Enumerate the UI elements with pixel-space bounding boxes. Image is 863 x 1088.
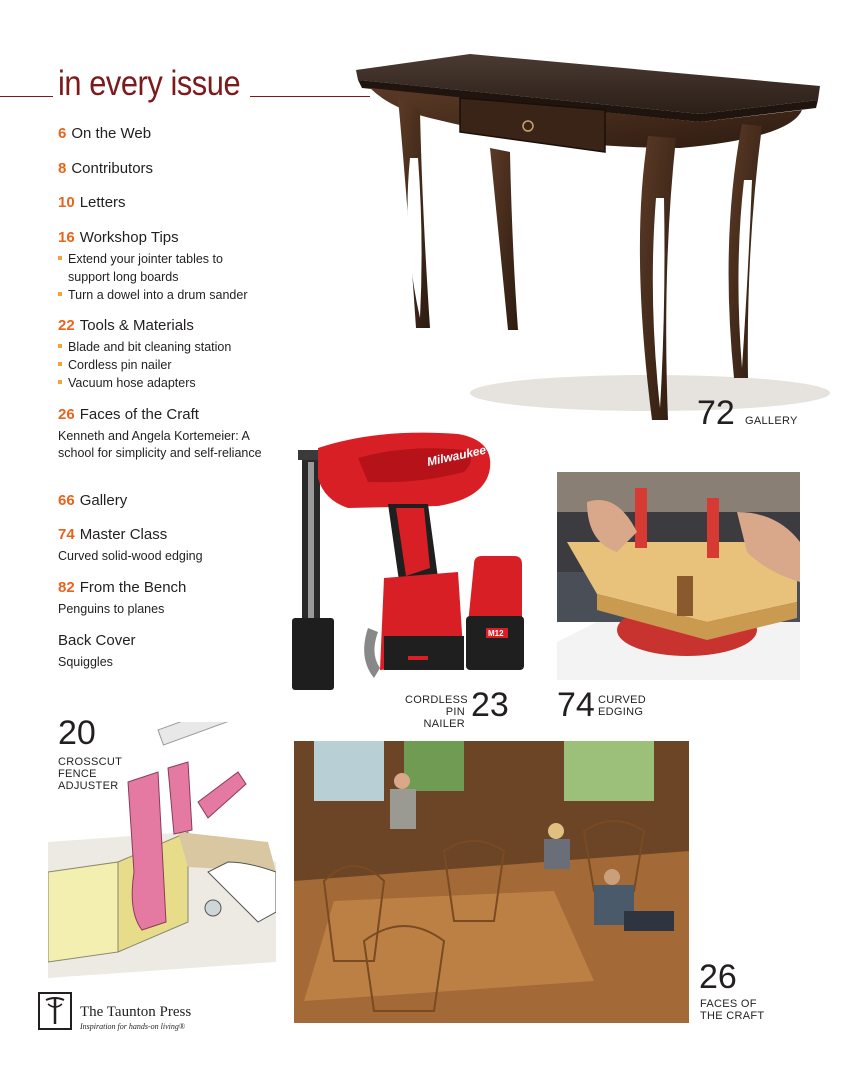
nailer-page-number: 23 <box>471 686 509 724</box>
toc-entry-master-class[interactable] <box>58 525 288 565</box>
toc-page-number: 66 <box>58 492 75 509</box>
gallery-page-number: 72 <box>697 394 735 432</box>
toc-title: Tools & Materials <box>79 317 194 334</box>
toc-page-number: 82 <box>58 579 75 596</box>
edging-page-number: 74 <box>557 686 595 724</box>
curved-edging-photo <box>557 472 800 680</box>
taunton-press-logo <box>38 992 238 1032</box>
toc-page-number: 10 <box>58 194 75 211</box>
toc-title: Faces of the Craft <box>79 406 199 423</box>
crosscut-callout-label: CROSSCUT FENCE ADJUSTER <box>58 756 123 792</box>
faces-of-the-craft-photo <box>294 741 689 1023</box>
toc-title: Master Class <box>79 526 168 543</box>
toc-description: Squiggles <box>58 655 113 669</box>
nailer-callout-label: CORDLESS PIN NAILER <box>405 694 468 730</box>
publisher-tagline: Inspiration for hands-on living® <box>80 1022 185 1031</box>
toc-entry-letters[interactable] <box>58 193 288 213</box>
toc-bullet: Cordless pin nailer <box>58 356 288 374</box>
toc-bullet: Vacuum hose adapters <box>58 374 288 392</box>
toc-title: Letters <box>79 194 126 211</box>
toc-bullet: Blade and bit cleaning station <box>58 338 288 356</box>
brand-label: Milwaukee <box>425 442 488 469</box>
toc-title: Gallery <box>79 492 128 509</box>
toc-page-number: 6 <box>58 125 67 142</box>
toc-bullet: Turn a dowel into a drum sander <box>58 286 288 304</box>
toc-bullet: Extend your jointer tables to support long boards <box>58 250 238 286</box>
toc-page-number: 16 <box>58 229 75 246</box>
toc-page-number: 26 <box>58 406 75 423</box>
toc-page-number: 74 <box>58 526 75 543</box>
taunton-logo-icon <box>38 992 72 1030</box>
toc-entry-on-the-web[interactable] <box>58 124 288 144</box>
toc-page-number: 8 <box>58 160 67 177</box>
page-title: in every issue <box>58 64 241 103</box>
faces-callout-label: FACES OF THE CRAFT <box>700 998 765 1022</box>
battery-label: M12 <box>488 629 504 638</box>
toc-entry-workshop-tips[interactable] <box>58 228 288 304</box>
toc-description: Penguins to planes <box>58 602 165 616</box>
pin-nailer-photo <box>288 428 528 696</box>
gallery-callout-label: GALLERY <box>745 415 798 427</box>
toc-description: Kenneth and Angela Kortemeier: A school for simplicity and self-reliance <box>58 429 262 460</box>
toc-title: Contributors <box>71 160 154 177</box>
toc-title: On the Web <box>71 125 152 142</box>
header-rule-left <box>0 96 53 97</box>
toc-entry-faces-of-the-craft[interactable] <box>58 405 288 462</box>
toc-page-number: 22 <box>58 317 75 334</box>
toc-entry-gallery[interactable] <box>58 491 288 511</box>
toc-entry-back-cover[interactable] <box>58 631 288 671</box>
faces-page-number: 26 <box>699 958 737 996</box>
edging-callout-label: CURVED EDGING <box>598 694 647 718</box>
gallery-table-photo <box>350 48 830 432</box>
toc-description: Curved solid-wood edging <box>58 549 203 563</box>
toc-entry-from-the-bench[interactable] <box>58 578 288 618</box>
toc-title: Workshop Tips <box>79 229 179 246</box>
publisher-name: The Taunton Press <box>80 1004 192 1020</box>
toc-entry-tools-materials[interactable] <box>58 316 288 392</box>
crosscut-page-number: 20 <box>58 714 96 752</box>
crosscut-fence-illustration <box>48 722 276 978</box>
toc-entry-contributors[interactable] <box>58 159 288 179</box>
toc-title: From the Bench <box>79 579 187 596</box>
toc-title: Back Cover <box>58 632 136 649</box>
